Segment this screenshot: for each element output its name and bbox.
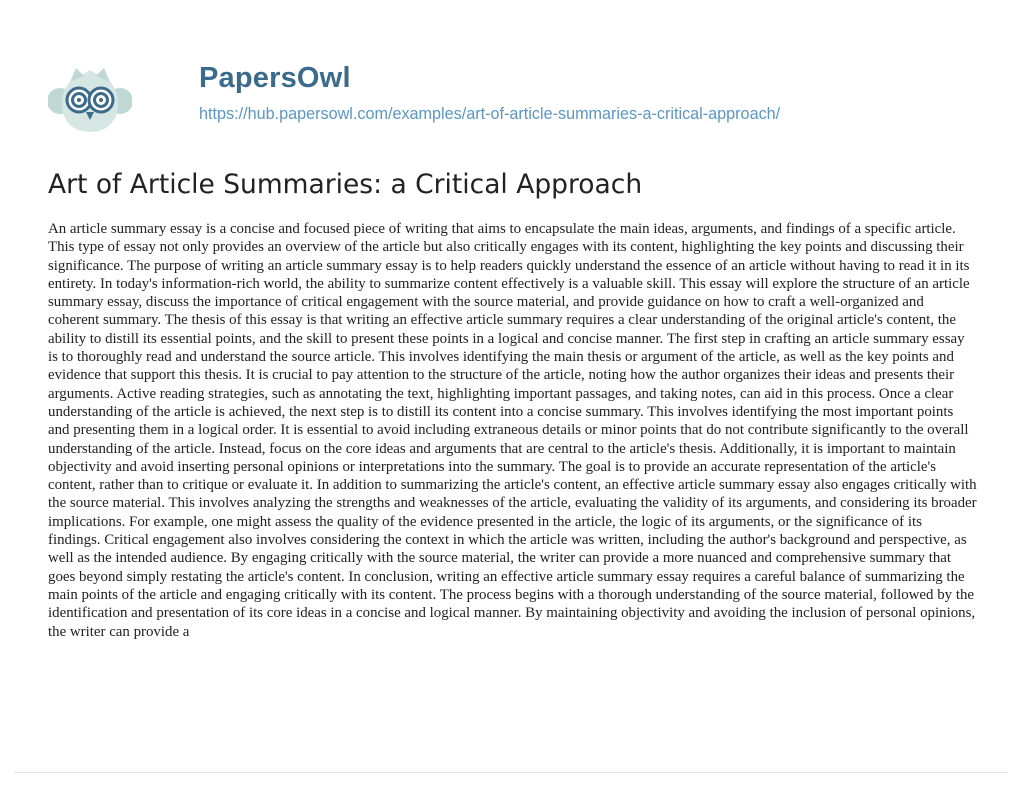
brand-name: PapersOwl — [199, 62, 351, 94]
article-body: An article summary essay is a concise and focused piece of writing that aims to encapsulate the main ideas, arguments, and findings of a specific article. This type of essay not only provides an overview of the article but also critically engages with its content, highlighting the key points and discussing their significance. The purpose of writing an article summary essay is to help readers quickly understand the essence of an article without having to read it in its entirety. In today's information-rich world, the ability to summarize content effectively is a valuable skill. This essay will explore the structure of an article summary essay, discuss the importance of critical engagement with the source material, and provide guidance on how to craft a well-organized and coherent summary. The thesis of this essay is that writing an effective article summary requires a clear understanding of the original article's content, the ability to distill its essential points, and the skill to present these points in a logical and concise manner. The first step in crafting an article summary essay is to thoroughly read and understand the source article. This involves identifying the main thesis or argument of the article, as well as the key points and evidence that support this thesis. It is crucial to pay attention to the structure of the article, noting how the author organizes their ideas and presents their arguments. Active reading strategies, such as annotating the text, highlighting important passages, and taking notes, can aid in this process. Once a clear understanding of the article is achieved, the next step is to distill its content into a concise summary. This involves identifying the most important points and presenting them in a logical order. It is essential to avoid including extraneous details or minor points that do not contribute significantly to the overall understanding of the article. Instead, focus on the core ideas and arguments that are central to the article's thesis. Additionally, it is important to maintain objectivity and avoid inserting personal opinions or interpretations into the summary. The goal is to provide an accurate representation of the article's content, rather than to critique or evaluate it. In addition to summarizing the article's content, an effective article summary essay also engages critically with the source material. This involves analyzing the strengths and weaknesses of the article, evaluating the validity of its arguments, and considering its broader implications. For example, one might assess the quality of the evidence presented in the article, the logic of its arguments, or the significance of its findings. Critical engagement also involves considering the context in which the article was written, including the author's background and perspective, as well as the intended audience. By engaging critically with the source material, the writer can provide a more nuanced and comprehensive summary that goes beyond simply restating the article's content. In conclusion, writing an effective article summary essay requires a careful balance of summarizing the main points of the article and engaging critically with its content. The process begins with a thorough understanding of the source material, followed by the identification and presentation of its core ideas in a concise and logical manner. By maintaining objectivity and avoiding the inclusion of personal opinions, the writer can provide a — [48, 221, 977, 640]
source-url-link[interactable]: https://hub.papersowl.com/examples/art-of-article-summaries-a-critical-approach/ — [199, 105, 781, 123]
page-divider — [14, 772, 1008, 773]
article-title: Art of Article Summaries: a Critical Approach — [48, 169, 643, 200]
owl-icon — [48, 66, 132, 136]
page-header — [48, 58, 988, 138]
